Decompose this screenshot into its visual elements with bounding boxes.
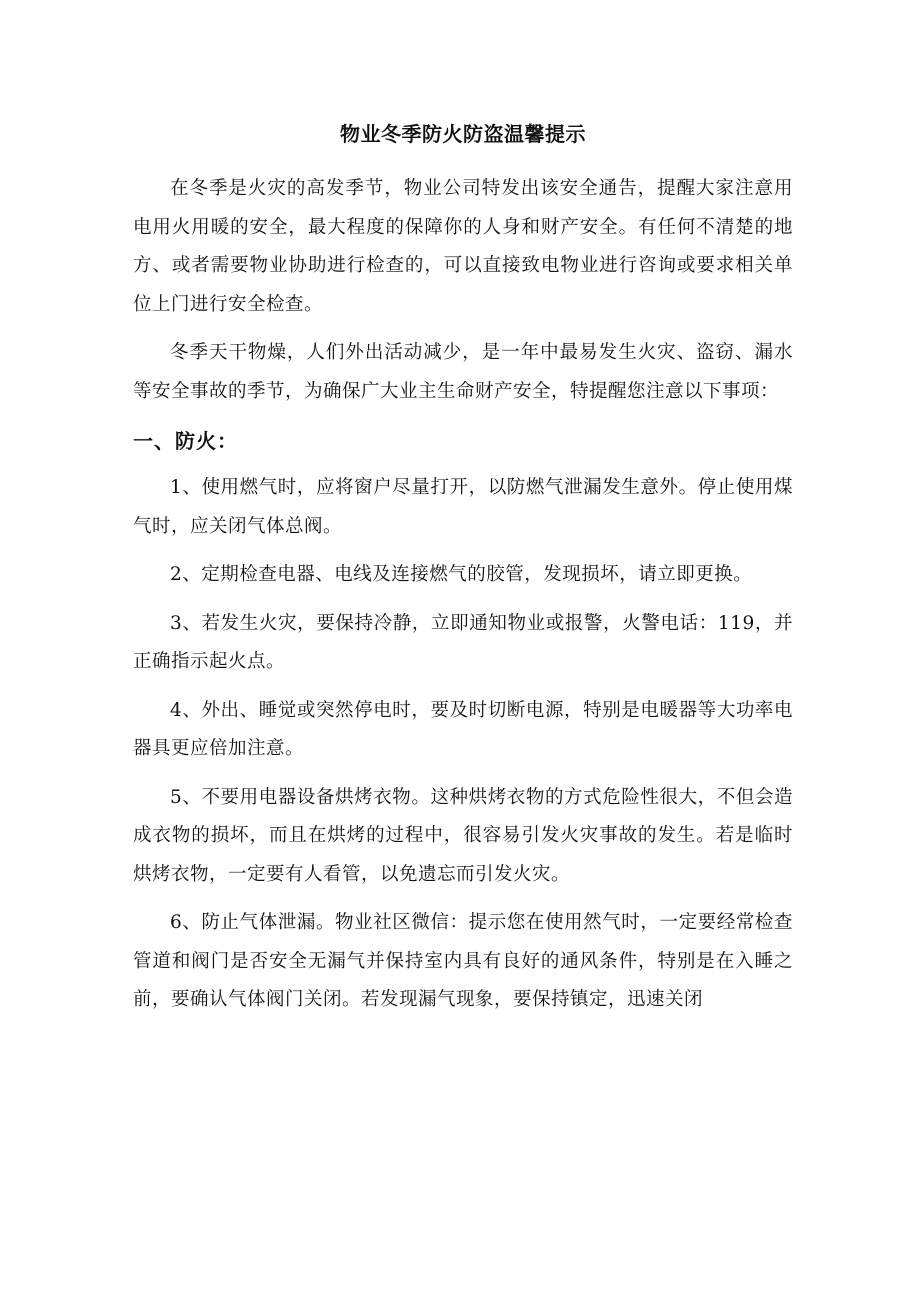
list-item: 1、使用燃气时，应将窗户尽量打开，以防燃气泄漏发生意外。停止使用煤气时，应关闭气体总阀。 [133,477,793,537]
document-page [133,112,793,1030]
list-item: 3、若发生火灾，要保持冷静，立即通知物业或报警，火警电话：119，并正确指示起火点。 [133,612,793,672]
list-item: 6、防止气体泄漏。物业社区微信：提示您在使用然气时，一定要经常检查管道和阀门是否安全无漏气并保持室内具有良好的通风条件，特别是在入睡之前，要确认气体阀门关闭。若发现漏气现象，要保持镇定，迅速关闭 [133,912,793,1010]
intro-paragraph-1: 在冬季是火灾的高发季节，物业公司特发出该安全通告，提醒大家注意用电用火用暖的安全，最大程度的保障你的人身和财产安全。有任何不清楚的地方、或者需要物业协助进行检查的，可以直接致电物业进行咨询或要求相关单位上门进行安全检查。 [133,178,793,315]
document-title: 物业冬季防火防盗温馨提示 [340,122,586,146]
list-item: 2、定期检查电器、电线及连接燃气的胶管，发现损坏，请立即更换。 [170,564,753,585]
list-item: 4、外出、睡觉或突然停电时，要及时切断电源，特别是电暖器等大功率电器具更应倍加注意。 [133,699,793,759]
intro-paragraph-2: 冬季天干物燥，人们外出活动减少，是一年中最易发生火灾、盗窃、漏水等安全事故的季节，为确保广大业主生命财产安全，特提醒您注意以下事项： [133,342,793,402]
list-item: 5、不要用电器设备烘烤衣物。这种烘烤衣物的方式危险性很大，不但会造成衣物的损坏，而且在烘烤的过程中，很容易引发火灾事故的发生。若是临时烘烤衣物，一定要有人看管，以免遗忘而引发火灾。 [133,786,793,885]
section-heading-fire: 一、防火： [133,429,238,453]
